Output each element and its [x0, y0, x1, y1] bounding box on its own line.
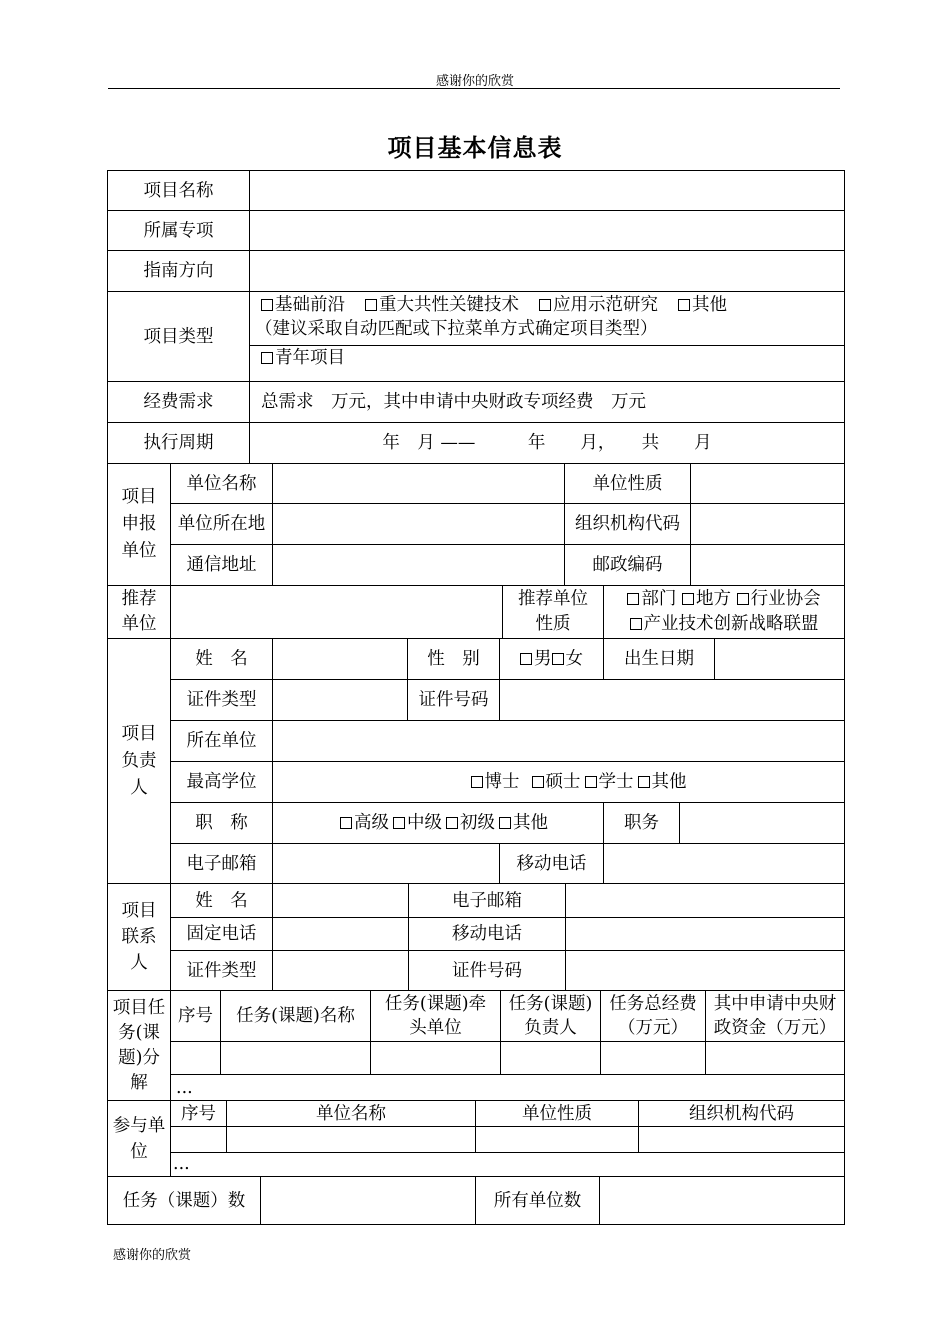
label-degree: 最高学位: [170, 761, 273, 803]
field-period[interactable]: 年 月 —— 年 月， 共 月: [249, 422, 845, 464]
field-leader-name[interactable]: [272, 638, 408, 680]
checkbox-icon: [737, 593, 749, 605]
checkbox-icon: [446, 817, 458, 829]
field-org-code[interactable]: [690, 503, 845, 545]
checkbox-icon: [630, 618, 642, 630]
label-unit-name: 单位名称: [170, 463, 273, 504]
gender-options: [499, 638, 604, 680]
field-leader-email[interactable]: [272, 843, 500, 884]
field-contact-phone[interactable]: [272, 917, 409, 951]
label-guide: 指南方向: [107, 250, 250, 292]
participant-cell-code[interactable]: [638, 1126, 845, 1153]
field-unit-nature[interactable]: [690, 463, 845, 504]
label-org-code: 组织机构代码: [564, 503, 691, 545]
task-header-seq: 序号: [170, 990, 221, 1042]
field-contact-id-type[interactable]: [272, 950, 409, 991]
degree-option-other[interactable]: 其他: [638, 772, 687, 792]
participant-header-seq: 序号: [170, 1100, 227, 1127]
degree-option-master[interactable]: 硕士: [532, 772, 581, 792]
label-unit-location: 单位所在地: [170, 503, 273, 545]
label-contact-id-type: 证件类型: [170, 950, 273, 991]
task-header-total: 任务总经费（万元）: [600, 990, 706, 1042]
gender-option-female[interactable]: 女: [552, 647, 584, 671]
task-cell-lead-unit[interactable]: [370, 1041, 501, 1075]
field-id-no[interactable]: [499, 679, 845, 721]
task-header-lead-unit: 任务(课题)牵头单位: [370, 990, 501, 1042]
label-id-no: 证件号码: [407, 679, 500, 721]
field-project-name[interactable]: [249, 170, 845, 211]
checkbox-icon: [261, 299, 273, 311]
participant-header-nature: 单位性质: [475, 1100, 639, 1127]
label-task-count: 任务（课题）数: [107, 1176, 261, 1225]
field-postcode[interactable]: [690, 544, 845, 586]
label-title: 职 称: [170, 802, 273, 844]
type-option-demo[interactable]: 应用示范研究: [539, 295, 658, 315]
task-cell-seq[interactable]: [170, 1041, 221, 1075]
checkbox-icon: [539, 299, 551, 311]
participant-header-code: 组织机构代码: [638, 1100, 845, 1127]
participant-cell-seq[interactable]: [170, 1126, 227, 1153]
field-contact-id-no[interactable]: [565, 950, 845, 991]
participant-cell-nature[interactable]: [475, 1126, 639, 1153]
field-birth[interactable]: [714, 638, 845, 680]
task-header-leader: 任务(课题)负责人: [500, 990, 601, 1042]
field-position[interactable]: [679, 802, 845, 844]
project-type-options: [249, 291, 845, 346]
label-period: 执行周期: [107, 422, 250, 464]
label-unit-nature: 单位性质: [564, 463, 691, 504]
recommend-option-local[interactable]: 地方: [682, 589, 731, 609]
recommend-nature-options: [603, 585, 845, 639]
label-postcode: 邮政编码: [564, 544, 691, 586]
field-contact-email[interactable]: [565, 883, 845, 918]
youth-project-option[interactable]: 青年项目: [249, 345, 845, 382]
label-contact-group: 项目联系人: [107, 883, 171, 991]
checkbox-icon: [627, 593, 639, 605]
title-options: [272, 802, 604, 844]
participant-cell-name[interactable]: [226, 1126, 476, 1153]
field-contact-mobile[interactable]: [565, 917, 845, 951]
field-leader-unit[interactable]: [272, 720, 845, 762]
recommend-option-dept[interactable]: 部门: [627, 589, 676, 609]
field-recommend-unit[interactable]: [170, 585, 503, 639]
task-cell-leader[interactable]: [500, 1041, 601, 1075]
checkbox-icon: [552, 653, 564, 665]
checkbox-icon: [340, 817, 352, 829]
label-contact-email: 电子邮箱: [408, 883, 566, 918]
degree-option-phd[interactable]: 博士: [471, 772, 520, 792]
label-id-type: 证件类型: [170, 679, 273, 721]
checkbox-icon: [678, 299, 690, 311]
degree-options: [272, 761, 845, 803]
degree-option-bachelor[interactable]: 学士: [585, 772, 634, 792]
recommend-option-alliance[interactable]: 产业技术创新战略联盟: [630, 614, 819, 634]
label-leader-name: 姓 名: [170, 638, 273, 680]
checkbox-icon: [261, 352, 273, 364]
field-contact-name[interactable]: [272, 883, 409, 918]
checkbox-icon: [585, 776, 597, 788]
label-gender: 性 别: [407, 638, 500, 680]
field-id-type[interactable]: [272, 679, 408, 721]
label-applicant-group: 项目申报单位: [107, 463, 171, 586]
label-tasks-group: 项目任务(课题)分解: [107, 990, 171, 1101]
label-recommend-group: 推荐单位: [107, 585, 171, 639]
checkbox-icon: [520, 653, 532, 665]
field-funding[interactable]: 总需求 万元，其中申请中央财政专项经费 万元: [249, 381, 845, 423]
field-special[interactable]: [249, 210, 845, 251]
participant-more-rows: ...: [170, 1152, 845, 1177]
type-option-frontier[interactable]: 基础前沿: [261, 295, 345, 315]
task-more-rows: ...: [170, 1074, 845, 1101]
title-option-junior[interactable]: 初级: [446, 813, 495, 833]
page-title: 项目基本信息表: [387, 133, 563, 162]
gender-option-male[interactable]: 男: [520, 647, 552, 671]
type-note: （建议采取自动匹配或下拉菜单方式确定项目类型）: [255, 319, 658, 339]
task-cell-total[interactable]: [600, 1041, 706, 1075]
task-cell-central[interactable]: [705, 1041, 845, 1075]
participant-header-name: 单位名称: [226, 1100, 476, 1127]
label-project-type: 项目类型: [107, 291, 250, 382]
checkbox-icon: [471, 776, 483, 788]
checkbox-icon: [532, 776, 544, 788]
label-project-name: 项目名称: [107, 170, 250, 211]
recommend-option-assoc[interactable]: 行业协会: [737, 589, 821, 609]
field-task-count[interactable]: [260, 1176, 476, 1225]
field-leader-mobile[interactable]: [603, 843, 845, 884]
checkbox-icon: [682, 593, 694, 605]
type-option-key-tech[interactable]: 重大共性关键技术: [365, 295, 519, 315]
checkbox-icon: [365, 299, 377, 311]
label-contact-name: 姓 名: [170, 883, 273, 918]
checkbox-icon: [499, 817, 511, 829]
label-recommend-nature: 推荐单位性质: [502, 585, 604, 639]
field-unit-location[interactable]: [272, 503, 565, 545]
task-header-name: 任务(课题)名称: [220, 990, 371, 1042]
title-option-mid[interactable]: 中级: [393, 813, 442, 833]
label-leader-unit: 所在单位: [170, 720, 273, 762]
label-contact-phone: 固定电话: [170, 917, 273, 951]
field-unit-name[interactable]: [272, 463, 565, 504]
label-leader-email: 电子邮箱: [170, 843, 273, 884]
task-header-central: 其中申请中央财政资金（万元）: [705, 990, 845, 1042]
label-leader-mobile: 移动电话: [499, 843, 604, 884]
label-birth: 出生日期: [603, 638, 715, 680]
label-address: 通信地址: [170, 544, 273, 586]
label-unit-count: 所有单位数: [475, 1176, 600, 1225]
task-cell-name[interactable]: [220, 1041, 371, 1075]
type-option-other[interactable]: 其他: [678, 295, 727, 315]
label-position: 职务: [603, 802, 680, 844]
page-header: 感谢你的欣赏: [435, 74, 514, 89]
title-option-senior[interactable]: 高级: [340, 813, 389, 833]
label-contact-id-no: 证件号码: [408, 950, 566, 991]
label-leader-group: 项目负责人: [107, 638, 171, 884]
field-unit-count[interactable]: [599, 1176, 845, 1225]
label-funding: 经费需求: [107, 381, 250, 423]
label-contact-mobile: 移动电话: [408, 917, 566, 951]
checkbox-icon: [638, 776, 650, 788]
label-participants-group: 参与单位: [107, 1100, 171, 1177]
field-address[interactable]: [272, 544, 565, 586]
label-special: 所属专项: [107, 210, 250, 251]
header-divider: [108, 88, 840, 89]
field-guide[interactable]: [249, 250, 845, 292]
title-option-other[interactable]: 其他: [499, 813, 548, 833]
page-footer: 感谢你的欣赏: [113, 1248, 192, 1263]
checkbox-icon: [393, 817, 405, 829]
